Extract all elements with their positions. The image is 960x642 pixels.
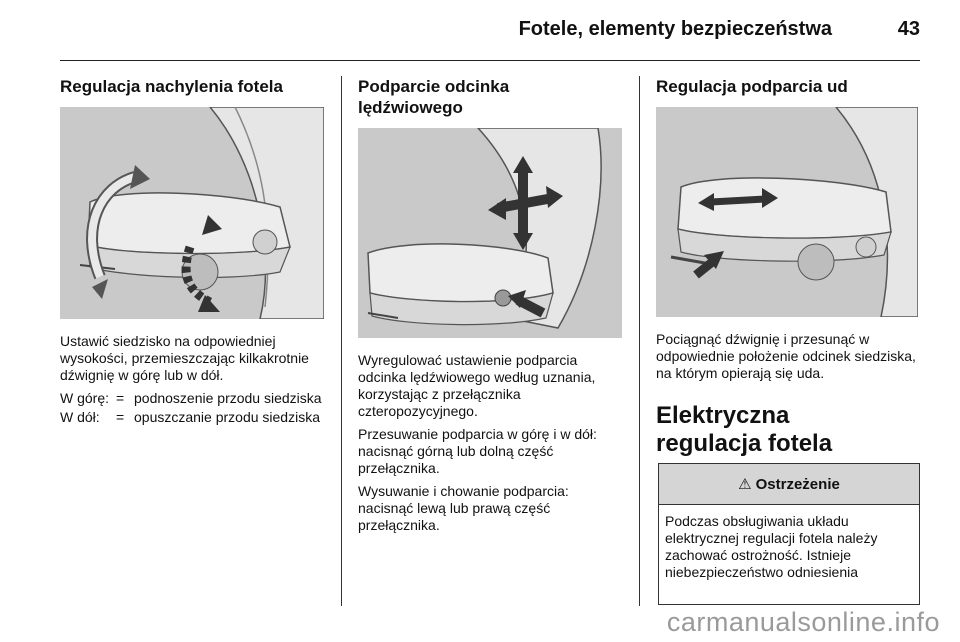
definition-row — [60, 390, 326, 407]
page-header-title: Fotele, elementy bezpieczeństwa — [518, 18, 832, 40]
definition-desc: opuszczanie przodu siedziska — [134, 409, 320, 425]
definition-row — [60, 409, 326, 426]
thigh-support-illustration — [656, 107, 918, 317]
column-divider-2 — [639, 76, 640, 606]
definition-desc: podnoszenie przodu siedziska — [134, 390, 322, 406]
definition-term: W dół: — [60, 409, 100, 425]
thigh-support-instructions: Pociągnąć dźwignię i przesunąć w odpowiednie położenie odcinek siedziska, na którym opierają się uda. — [656, 331, 916, 381]
definition-term: W górę: — [60, 390, 110, 406]
section-heading-seat-tilt: Regulacja nachylenia fotela — [60, 77, 283, 96]
warning-box — [658, 463, 920, 605]
lumbar-paragraph: Wyregulować ustawienie podparcia odcinka lędźwiowego według uznania, korzystając z przełącznika czteropozycyjnego. — [358, 352, 596, 419]
watermark: carmanualsonline.info — [666, 607, 940, 637]
definition-separator: = — [116, 409, 125, 425]
seat-tilt-instructions: Ustawić siedzisko na odpowiedniej wysokości, przemieszczając kilkakrotnie dźwignię w górę lub w dół. — [60, 333, 309, 383]
warning-header — [659, 464, 919, 505]
lumbar-paragraph: Wysuwanie i chowanie podparcia: nacisnąć lewą lub prawą część przełącznika. — [358, 483, 569, 533]
warning-text: Podczas obsługiwania układu elektrycznej regulacji fotela należy zachować ostrożność. Istnieje niebezpieczeństwo odniesienia — [665, 513, 878, 580]
lumbar-illustration — [358, 128, 622, 338]
column-lumbar-support — [358, 76, 624, 540]
warning-title: Ostrzeżenie — [755, 475, 840, 493]
definition-separator: = — [116, 390, 125, 406]
section-heading-lumbar: Podparcie odcinka lędźwiowego — [358, 77, 510, 117]
column-divider-1 — [341, 76, 342, 606]
seat-tilt-definitions — [60, 390, 326, 426]
seat-tilt-illustration — [60, 107, 324, 319]
lumbar-paragraph: Przesuwanie podparcia w górę i w dół: nacisnąć górną lub dolną część przełącznika. — [358, 426, 597, 476]
page-number: 43 — [897, 18, 920, 40]
column-thigh-support — [656, 76, 920, 458]
section-heading-thigh: Regulacja podparcia ud — [656, 77, 848, 96]
warning-icon: ⚠ — [738, 476, 752, 493]
section-heading-electric-adjustment: Elektryczna regulacja fotela — [656, 402, 833, 457]
header-divider — [60, 60, 920, 61]
column-seat-tilt — [60, 76, 326, 428]
